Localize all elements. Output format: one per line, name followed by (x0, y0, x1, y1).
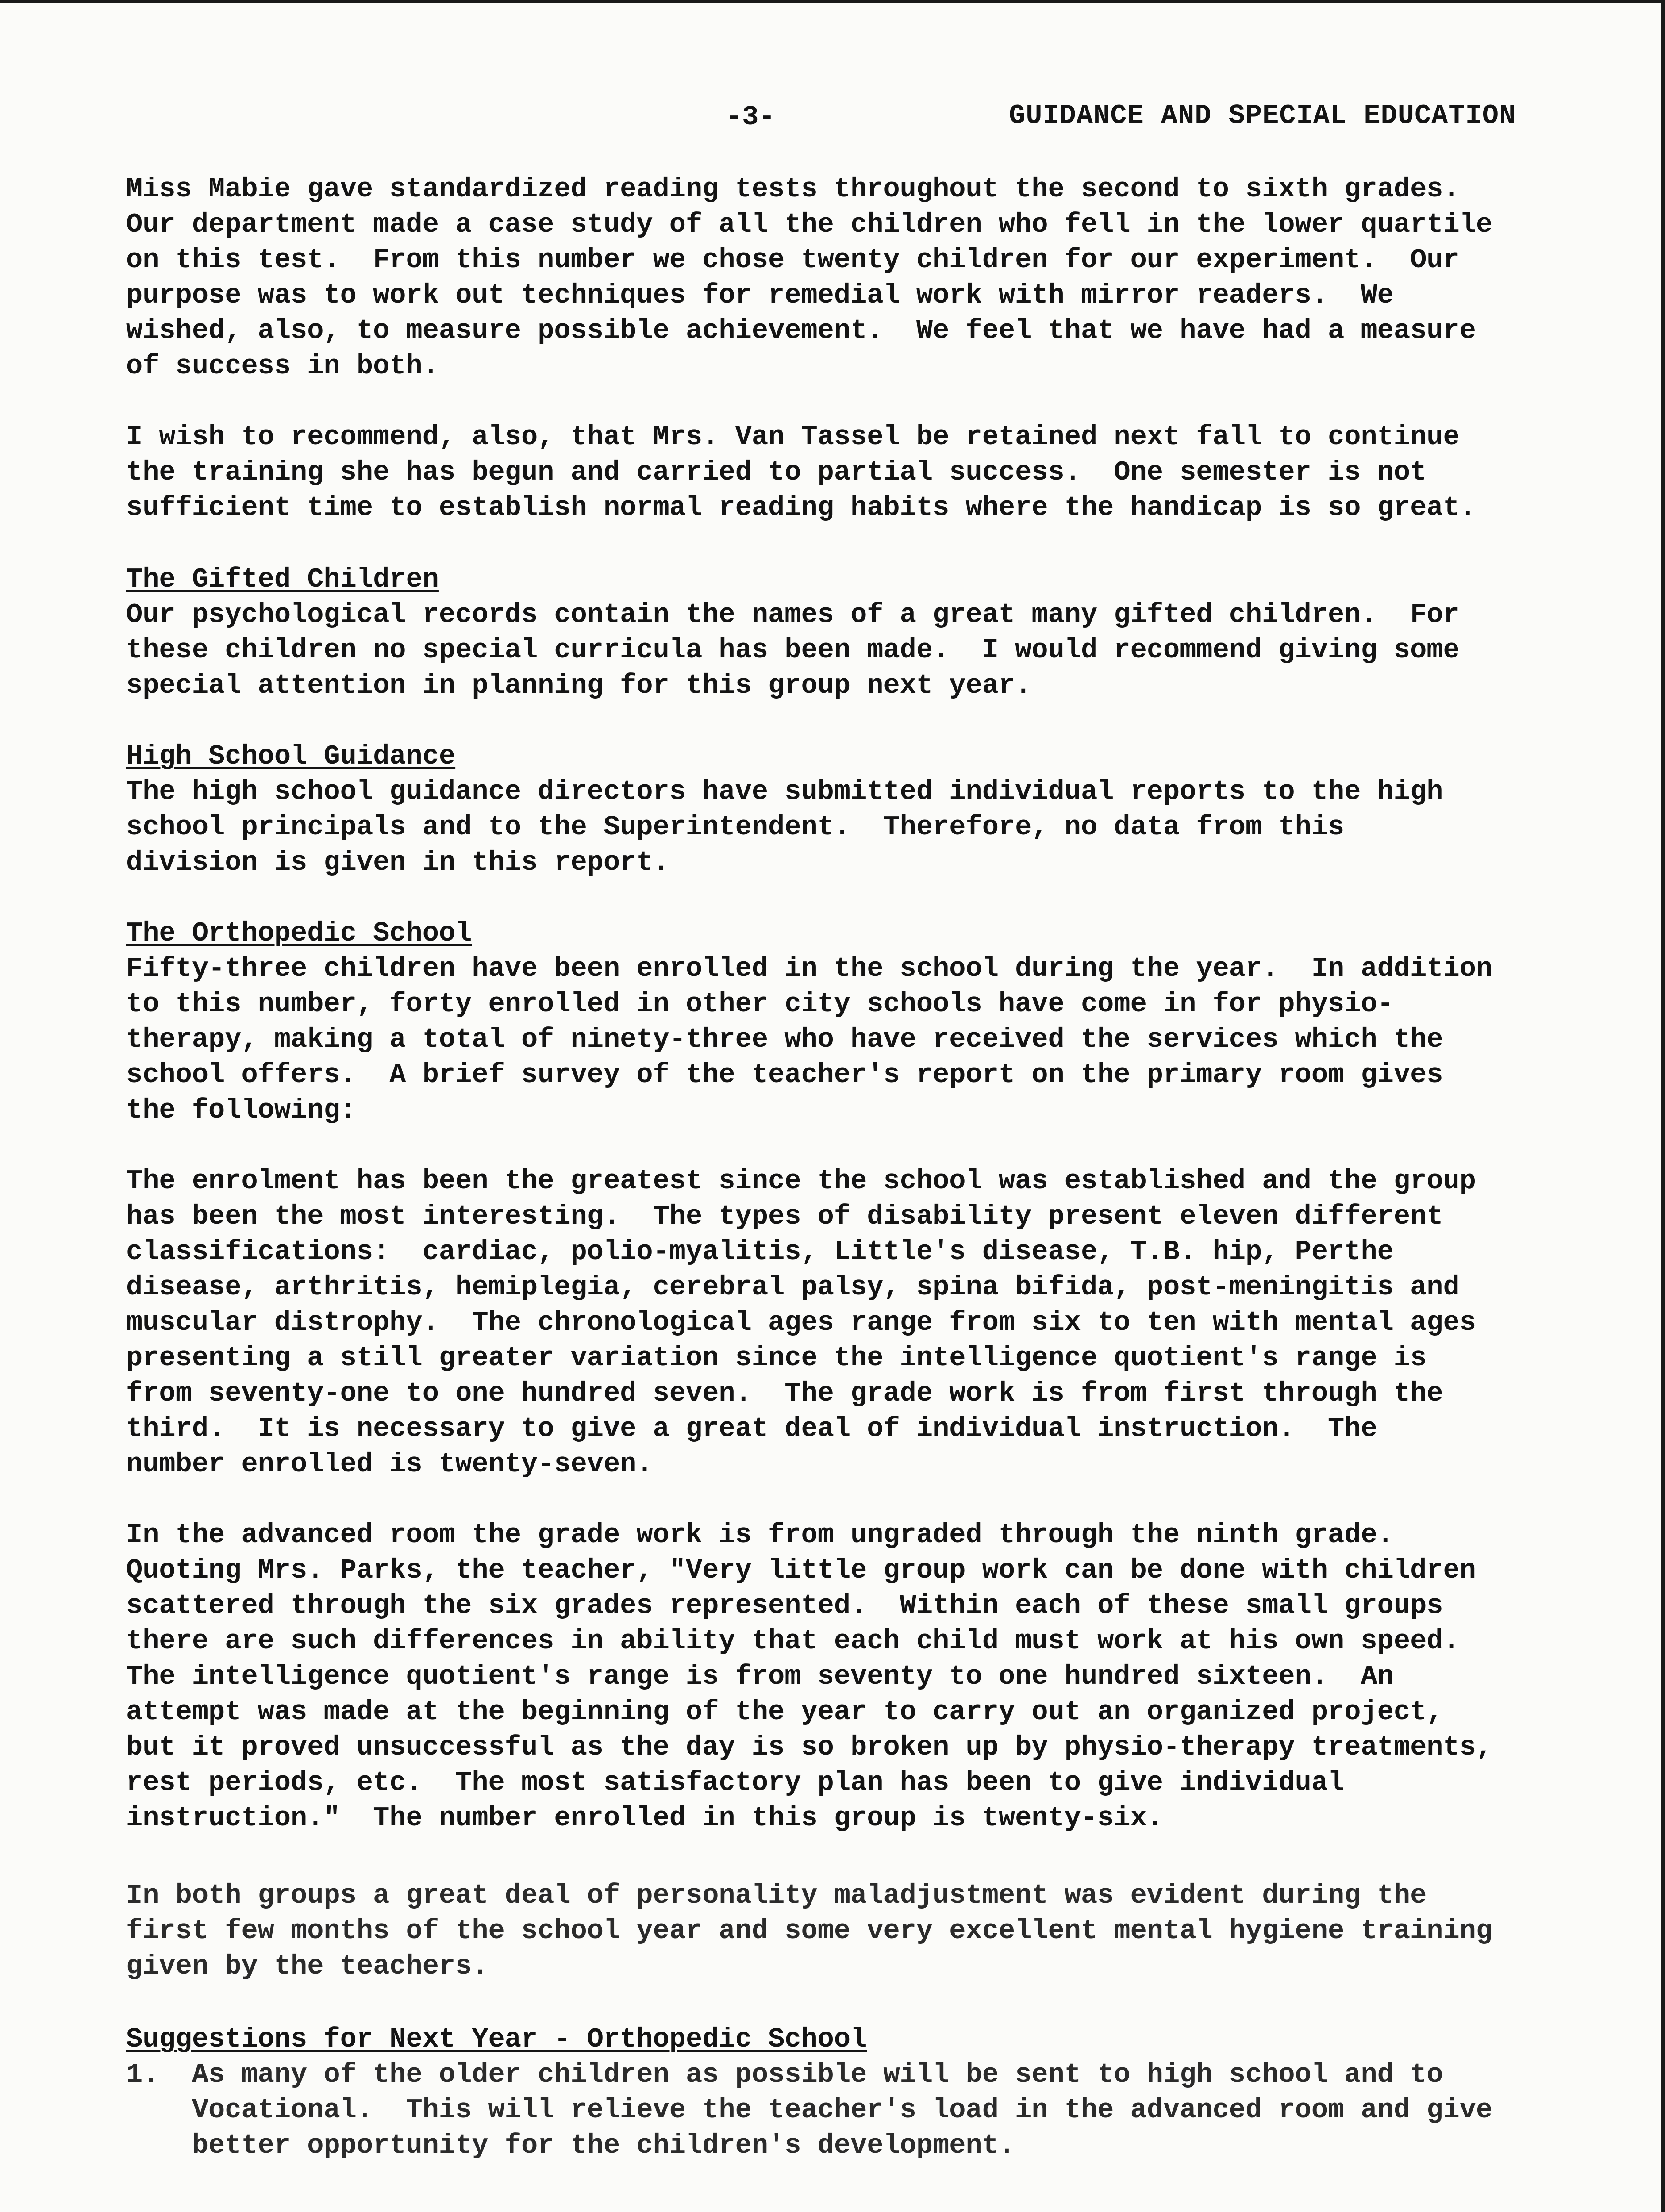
page-edge-top (0, 0, 1665, 3)
paragraph-line: I wish to recommend, also, that Mrs. Van Tassel be retained next fall to continue (126, 421, 1460, 453)
paragraph-line: In both groups a great deal of personality maladjustment was evident during the (126, 1880, 1427, 1911)
paragraph-line: instruction." The number enrolled in this group is twenty-six. (126, 1802, 1163, 1834)
paragraph-line: Fifty-three children have been enrolled in the school during the year. In addition (126, 953, 1493, 984)
paragraph-line: sufficient time to establish normal reading habits where the handicap is so great. (126, 492, 1476, 523)
paragraph-line: The enrolment has been the greatest since the school was established and the group (126, 1165, 1476, 1197)
paragraph-line: to this number, forty enrolled in other city schools have come in for physio- (126, 988, 1394, 1020)
paragraph-line: school offers. A brief survey of the teacher's report on the primary room gives (126, 1059, 1443, 1091)
paragraph-line: scattered through the six grades represented. Within each of these small groups (126, 1590, 1443, 1621)
paragraph-line: on this test. From this number we chose twenty children for our experiment. Our (126, 244, 1460, 276)
paragraph-line: from seventy-one to one hundred seven. The grade work is from first through the (126, 1378, 1443, 1409)
heading-high-school-guidance: High School Guidance (126, 741, 456, 772)
paragraph-line: In the advanced room the grade work is from ungraded through the ninth grade. (126, 1519, 1394, 1551)
paragraph-line: therapy, making a total of ninety-three who have received the services which the (126, 1024, 1443, 1055)
paragraph-line: attempt was made at the beginning of the year to carry out an organized project, (126, 1696, 1443, 1728)
page-number: -3- (726, 101, 775, 133)
page-edge-right (1661, 0, 1665, 2212)
list-item: 1. As many of the older children as possible will be sent to high school and to (126, 2059, 1443, 2090)
paragraph-line: school principals and to the Superintendent. Therefore, no data from this (126, 811, 1345, 843)
section-title: GUIDANCE AND SPECIAL EDUCATION (1009, 100, 1516, 131)
paragraph-line: the following: (126, 1094, 357, 1126)
paragraph-line: wished, also, to measure possible achievement. We feel that we have had a measure (126, 315, 1476, 346)
paragraph-line: the training she has begun and carried to partial success. One semester is not (126, 457, 1427, 488)
paragraph-line: The high school guidance directors have submitted individual reports to the high (126, 776, 1443, 807)
paragraph-line: presenting a still greater variation since the intelligence quotient's range is (126, 1342, 1427, 1374)
paragraph-line: there are such differences in ability that each child must work at his own speed. (126, 1625, 1460, 1657)
paragraph-line: classifications: cardiac, polio-myalitis, Little's disease, T.B. hip, Perthe (126, 1236, 1394, 1267)
paragraph-line: Quoting Mrs. Parks, the teacher, "Very little group work can be done with children (126, 1555, 1476, 1586)
paragraph-line: division is given in this report. (126, 847, 669, 878)
paragraph-line: has been the most interesting. The types of disability present eleven different (126, 1201, 1443, 1232)
list-item-continuation: Vocational. This will relieve the teacher's load in the advanced room and give (126, 2094, 1493, 2126)
paragraph-line: special attention in planning for this group next year. (126, 670, 1032, 701)
paragraph-line: The intelligence quotient's range is from seventy to one hundred sixteen. An (126, 1661, 1394, 1692)
paragraph-line: but it proved unsuccessful as the day is so broken up by physio-therapy treatments, (126, 1732, 1493, 1763)
paragraph-line: Our psychological records contain the names of a great many gifted children. For (126, 599, 1460, 630)
paragraph-line: these children no special curricula has been made. I would recommend giving some (126, 634, 1460, 666)
list-item-continuation: better opportunity for the children's development. (126, 2130, 1015, 2161)
heading-orthopedic-school: The Orthopedic School (126, 918, 472, 949)
paragraph-line: muscular distrophy. The chronological ages range from six to ten with mental ages (126, 1307, 1476, 1338)
paragraph-line: disease, arthritis, hemiplegia, cerebral palsy, spina bifida, post-meningitis and (126, 1271, 1460, 1303)
heading-gifted-children: The Gifted Children (126, 564, 439, 595)
paragraph-line: of success in both. (126, 350, 439, 382)
paragraph-line: rest periods, etc. The most satisfactory plan has been to give individual (126, 1767, 1345, 1798)
heading-suggestions-next-year: Suggestions for Next Year - Orthopedic School (126, 2024, 867, 2055)
paragraph-line: purpose was to work out techniques for remedial work with mirror readers. We (126, 280, 1394, 311)
paragraph-line: third. It is necessary to give a great deal of individual instruction. The (126, 1413, 1377, 1444)
paragraph-line: given by the teachers. (126, 1951, 488, 1982)
paragraph-line: Our department made a case study of all the children who fell in the lower quartile (126, 209, 1493, 240)
paragraph-line: number enrolled is twenty-seven. (126, 1448, 653, 1480)
paragraph-line: first few months of the school year and some very excellent mental hygiene training (126, 1915, 1493, 1947)
paragraph-line: Miss Mabie gave standardized reading tests throughout the second to sixth grades. (126, 173, 1460, 205)
